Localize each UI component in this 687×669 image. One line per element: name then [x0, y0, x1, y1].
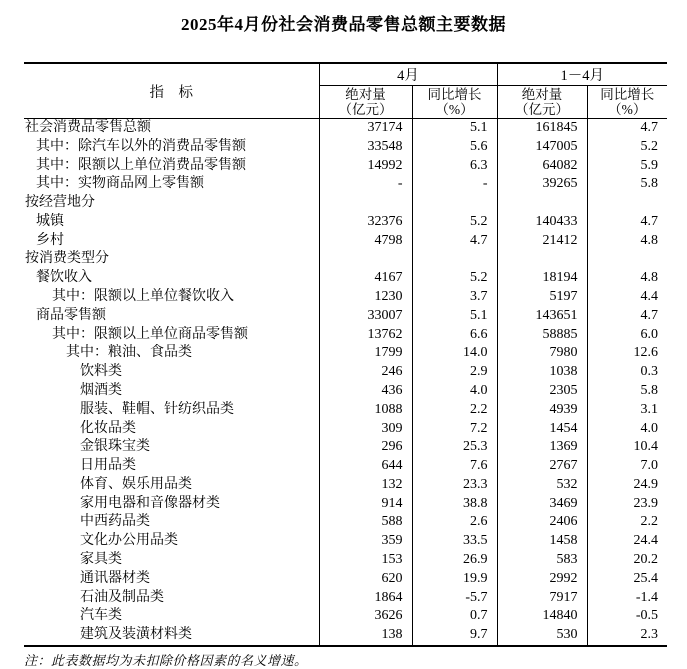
- ytd-growth-value: 25.4: [587, 570, 667, 589]
- april-growth-value: 4.7: [412, 232, 497, 251]
- april-absolute-header-line2: （亿元）: [338, 102, 393, 117]
- april-growth-value: 25.3: [412, 438, 497, 457]
- april-growth-value: 6.3: [412, 157, 497, 176]
- table-row: [24, 382, 667, 401]
- april-absolute-value: -: [319, 175, 412, 194]
- row-indicator-label: 社会消费品零售总额: [25, 120, 151, 135]
- row-indicator-label: 按经营地分: [25, 195, 95, 211]
- table-row: [24, 551, 667, 570]
- row-indicator-label: 餐饮收入: [36, 270, 92, 286]
- row-indicator-label: 石油及制品类: [80, 589, 164, 605]
- april-absolute-value: 246: [319, 363, 412, 382]
- april-growth-value: 0.7: [412, 607, 497, 626]
- table-row: [24, 495, 667, 514]
- row-indicator-label: 体育、娱乐用品类: [80, 476, 192, 492]
- ytd-absolute-value: 530: [497, 626, 587, 646]
- april-growth-value: 7.6: [412, 457, 497, 476]
- table-row: [24, 307, 667, 326]
- ytd-growth-value: 7.0: [587, 457, 667, 476]
- ytd-absolute-value: 532: [497, 476, 587, 495]
- table-row: [24, 288, 667, 307]
- table-row: [24, 363, 667, 382]
- april-absolute-value: 13762: [319, 326, 412, 345]
- ytd-growth-value: 5.8: [587, 175, 667, 194]
- ytd-absolute-value: 64082: [497, 157, 587, 176]
- indicator-column-header: 指 标: [24, 63, 319, 119]
- april-absolute-value: 296: [319, 438, 412, 457]
- ytd-growth-value: 5.9: [587, 157, 667, 176]
- ytd-growth-value: 4.7: [587, 119, 667, 138]
- april-absolute-value: 32376: [319, 213, 412, 232]
- row-indicator-label: 通讯器材类: [80, 570, 150, 586]
- april-growth-value: 3.7: [412, 288, 497, 307]
- april-absolute-value: 309: [319, 420, 412, 439]
- ytd-growth-value: 5.2: [587, 138, 667, 157]
- ytd-absolute-value: 143651: [497, 307, 587, 326]
- jan-apr-group-header: 1－4月: [497, 63, 667, 86]
- april-absolute-value: 436: [319, 382, 412, 401]
- table-row: [24, 175, 667, 194]
- april-growth-value: 7.2: [412, 420, 497, 439]
- table-row: [24, 326, 667, 345]
- ytd-absolute-value: 1458: [497, 532, 587, 551]
- april-absolute-value: 1799: [319, 344, 412, 363]
- ytd-growth-value: 0.3: [587, 363, 667, 382]
- retail-sales-table: [24, 62, 667, 647]
- row-indicator-label: 按消费类型分: [25, 251, 109, 267]
- page-title: 2025年4月份社会消费品零售总额主要数据: [181, 15, 506, 34]
- ytd-absolute-value: 3469: [497, 495, 587, 514]
- row-indicator-label: 其中：实物商品网上零售额: [36, 176, 204, 192]
- april-absolute-value: 153: [319, 551, 412, 570]
- april-absolute-value: 14992: [319, 157, 412, 176]
- row-indicator-label: 家具类: [80, 551, 122, 567]
- ytd-growth-value: [587, 250, 667, 269]
- table-row: [24, 532, 667, 551]
- april-growth-value: 5.6: [412, 138, 497, 157]
- ytd-growth-value: 12.6: [587, 344, 667, 363]
- table-row: [24, 250, 667, 269]
- april-growth-value: [412, 250, 497, 269]
- ytd-absolute-header-line1: 绝对量: [521, 86, 563, 102]
- april-absolute-value: 914: [319, 495, 412, 514]
- april-growth-value: 9.7: [412, 626, 497, 646]
- ytd-absolute-header: [497, 86, 587, 119]
- ytd-growth-value: 4.8: [587, 232, 667, 251]
- april-absolute-value: 33548: [319, 138, 412, 157]
- ytd-absolute-value: 21412: [497, 232, 587, 251]
- april-absolute-value: 1864: [319, 589, 412, 608]
- ytd-absolute-value: 583: [497, 551, 587, 570]
- table-row: [24, 119, 667, 138]
- table-row: [24, 157, 667, 176]
- ytd-growth-value: -1.4: [587, 589, 667, 608]
- ytd-absolute-value: 39265: [497, 175, 587, 194]
- table-row: [24, 589, 667, 608]
- april-absolute-value: [319, 250, 412, 269]
- ytd-growth-value: [587, 194, 667, 213]
- ytd-growth-value: -0.5: [587, 607, 667, 626]
- row-indicator-label: 家用电器和音像器材类: [80, 495, 220, 511]
- april-growth-value: 14.0: [412, 344, 497, 363]
- row-indicator-label: 金银珠宝类: [80, 439, 150, 455]
- april-growth-value: -: [412, 175, 497, 194]
- ytd-growth-value: 2.3: [587, 626, 667, 646]
- april-growth-value: 33.5: [412, 532, 497, 551]
- row-indicator-label: 化妆品类: [80, 420, 136, 436]
- table-row: [24, 457, 667, 476]
- april-absolute-value: 33007: [319, 307, 412, 326]
- ytd-absolute-value: 14840: [497, 607, 587, 626]
- ytd-growth-value: 4.7: [587, 213, 667, 232]
- ytd-growth-value: 6.0: [587, 326, 667, 345]
- ytd-growth-value: 3.1: [587, 401, 667, 420]
- april-growth-value: 19.9: [412, 570, 497, 589]
- ytd-absolute-value: 4939: [497, 401, 587, 420]
- april-absolute-value: 132: [319, 476, 412, 495]
- row-indicator-label: 其中：限额以上单位商品零售额: [52, 326, 248, 342]
- table-row: [24, 213, 667, 232]
- ytd-absolute-value: 58885: [497, 326, 587, 345]
- april-growth-header-line1: 同比增长: [427, 86, 482, 102]
- april-growth-value: 2.2: [412, 401, 497, 420]
- row-indicator-label: 其中：限额以上单位消费品零售额: [36, 157, 246, 173]
- april-absolute-value: 1230: [319, 288, 412, 307]
- april-absolute-value: 37174: [319, 119, 412, 138]
- ytd-absolute-value: 2406: [497, 513, 587, 532]
- ytd-growth-value: 24.9: [587, 476, 667, 495]
- april-absolute-value: 4798: [319, 232, 412, 251]
- april-growth-value: -5.7: [412, 589, 497, 608]
- ytd-growth-value: 2.2: [587, 513, 667, 532]
- ytd-growth-header-line2: （%）: [608, 102, 647, 117]
- table-row: [24, 232, 667, 251]
- table-row: [24, 476, 667, 495]
- ytd-absolute-value: 7980: [497, 344, 587, 363]
- row-indicator-label: 其中：除汽车以外的消费品零售额: [36, 138, 246, 154]
- ytd-absolute-value: [497, 194, 587, 213]
- ytd-absolute-value: 1038: [497, 363, 587, 382]
- table-row: [24, 401, 667, 420]
- row-indicator-label: 日用品类: [80, 458, 136, 474]
- table-row: [24, 420, 667, 439]
- row-indicator-label: 其中：限额以上单位餐饮收入: [52, 289, 234, 305]
- april-growth-value: 2.6: [412, 513, 497, 532]
- april-growth-header: [412, 86, 497, 119]
- ytd-growth-value: 10.4: [587, 438, 667, 457]
- ytd-absolute-value: 147005: [497, 138, 587, 157]
- april-growth-header-line2: （%）: [435, 102, 474, 117]
- table-row: [24, 344, 667, 363]
- ytd-absolute-value: 1369: [497, 438, 587, 457]
- april-growth-value: 5.1: [412, 307, 497, 326]
- ytd-growth-value: 5.8: [587, 382, 667, 401]
- ytd-growth-value: 23.9: [587, 495, 667, 514]
- table-row: [24, 513, 667, 532]
- april-growth-value: 38.8: [412, 495, 497, 514]
- ytd-absolute-header-line2: （亿元）: [515, 102, 569, 117]
- april-absolute-value: 644: [319, 457, 412, 476]
- row-indicator-label: 中西药品类: [80, 514, 150, 530]
- ytd-absolute-value: [497, 250, 587, 269]
- ytd-growth-value: 20.2: [587, 551, 667, 570]
- april-absolute-value: 1088: [319, 401, 412, 420]
- row-indicator-label: 烟酒类: [80, 382, 122, 398]
- table-row: [24, 570, 667, 589]
- table-row: [24, 194, 667, 213]
- april-absolute-value: 588: [319, 513, 412, 532]
- april-absolute-value: 359: [319, 532, 412, 551]
- april-absolute-value: 138: [319, 626, 412, 646]
- ytd-absolute-value: 161845: [497, 119, 587, 138]
- ytd-growth-header-line1: 同比增长: [600, 86, 655, 102]
- ytd-absolute-value: 18194: [497, 269, 587, 288]
- group-header-row: [24, 63, 667, 86]
- april-absolute-value: 620: [319, 570, 412, 589]
- ytd-growth-value: 4.8: [587, 269, 667, 288]
- row-indicator-label: 乡村: [36, 232, 64, 248]
- ytd-absolute-value: 2992: [497, 570, 587, 589]
- ytd-absolute-value: 140433: [497, 213, 587, 232]
- row-indicator-label: 建筑及装潢材料类: [80, 627, 192, 643]
- april-growth-value: 23.3: [412, 476, 497, 495]
- april-growth-value: 5.1: [412, 119, 497, 138]
- ytd-growth-value: 4.7: [587, 307, 667, 326]
- table-header: [24, 63, 667, 119]
- april-absolute-value: 4167: [319, 269, 412, 288]
- ytd-growth-value: 4.0: [587, 420, 667, 439]
- row-indicator-label: 服装、鞋帽、针纺织品类: [80, 401, 234, 417]
- row-indicator-label: 文化办公用品类: [80, 533, 178, 549]
- ytd-absolute-value: 7917: [497, 589, 587, 608]
- table-row: [24, 438, 667, 457]
- april-group-header: 4月: [319, 63, 497, 86]
- april-growth-value: 4.0: [412, 382, 497, 401]
- table-row: [24, 138, 667, 157]
- table-row: [24, 607, 667, 626]
- ytd-absolute-value: 5197: [497, 288, 587, 307]
- ytd-growth-value: 4.4: [587, 288, 667, 307]
- ytd-absolute-value: 1454: [497, 420, 587, 439]
- april-absolute-value: 3626: [319, 607, 412, 626]
- april-growth-value: [412, 194, 497, 213]
- april-growth-value: 5.2: [412, 213, 497, 232]
- april-growth-value: 2.9: [412, 363, 497, 382]
- table-row: [24, 626, 667, 646]
- table-row: [24, 269, 667, 288]
- table-body: [24, 119, 667, 646]
- april-absolute-value: [319, 194, 412, 213]
- ytd-absolute-value: 2305: [497, 382, 587, 401]
- ytd-absolute-value: 2767: [497, 457, 587, 476]
- ytd-growth-header: [587, 86, 667, 119]
- april-absolute-header-line1: 绝对量: [345, 86, 386, 102]
- april-growth-value: 6.6: [412, 326, 497, 345]
- footnote: 注：此表数据均为未扣除价格因素的名义增速。: [24, 653, 308, 668]
- ytd-growth-value: 24.4: [587, 532, 667, 551]
- april-absolute-header: [319, 86, 412, 119]
- row-indicator-label: 其中：粮油、食品类: [66, 345, 192, 361]
- april-growth-value: 26.9: [412, 551, 497, 570]
- row-indicator-label: 饮料类: [80, 364, 122, 380]
- april-growth-value: 5.2: [412, 269, 497, 288]
- row-indicator-label: 汽车类: [80, 608, 122, 624]
- row-indicator-label: 商品零售额: [36, 307, 106, 323]
- row-indicator-label: 城镇: [36, 213, 64, 229]
